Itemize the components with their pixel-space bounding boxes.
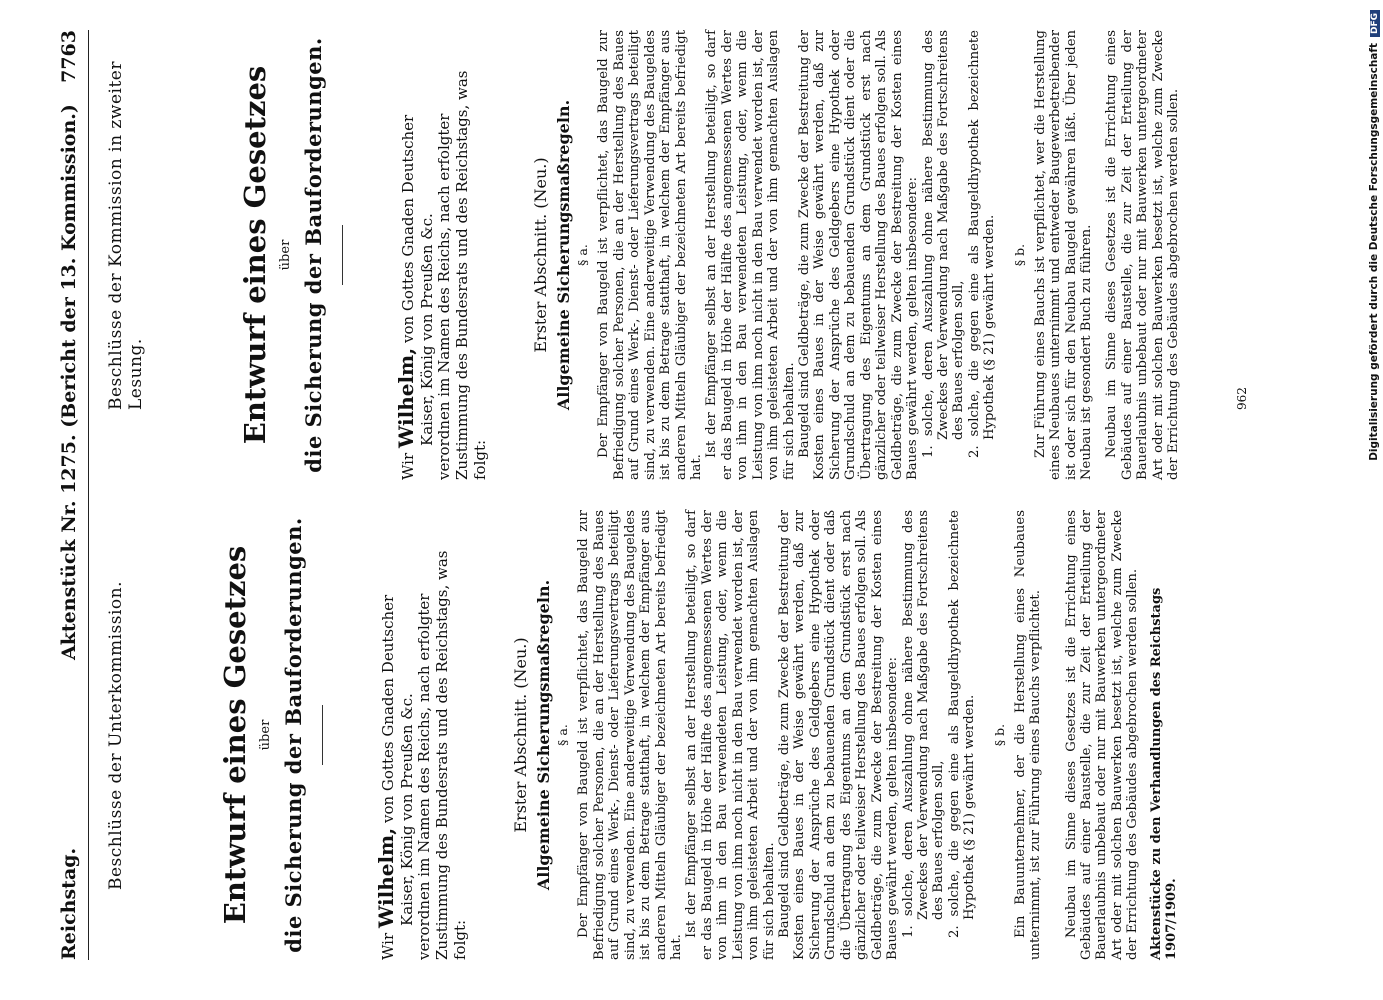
paragraph-a-text2: Ist der Empfänger selbst an der Herstellung beteiligt, so darf er das Baugeld in Höhe der Hälfte des angemessenen Wertes der von ihm in den Bau verwendeten Leistung, oder, wenn die Leistung von ihm noch nicht in den Bau verwendet worden ist, der von ihm geleisteten Arbeit und der von ihm gemachten Auslagen für sich behalten. <box>704 30 797 480</box>
dfg-sidebar-text: Digitalisierung gefördert durch die Deutsche Forschungsgemeinschaft <box>1368 43 1380 461</box>
preamble-line3: verordnen im Namen des Reichs, nach erfolgter Zustimmung des Bundesrats und des Reichstags, was folgt: <box>435 70 489 480</box>
paragraph-a-body <box>596 30 997 480</box>
list-item: 1. solche, deren Auszahlung ohne nähere Bestimmung des Zweckes der Verwendung nach Maßgabe des Fortschreitens des Baues erfolgen soll, <box>920 30 967 458</box>
paragraph-a-heading: § a. <box>555 724 571 746</box>
paragraph-b-body <box>1033 30 1182 480</box>
header-aktenstueck: Aktenstück Nr. 1275. (Bericht der 13. Kommission.) <box>58 104 80 660</box>
paragraph-b-text2: Neubau im Sinne dieses Gesetzes ist die Errichtung eines Gebäudes auf einer Baustelle, die zur Zeit der Erteilung der Bauerlaubnis unbebaut oder nur mit Bauwerken untergeordneter Art oder mit solchen Bauwerken besetzt ist, welche zum Zwecke der Errichtung des Gebäudes abgebrochen werden sollen. <box>1063 510 1141 960</box>
paragraph-b-text2: Neubau im Sinne dieses Gesetzes ist die Errichtung eines Gebäudes auf einer Baustelle, die zur Zeit der Erteilung der Bauerlaubnis unbebaut oder nur mit Bauwerken untergeordneter Art oder mit solchen Bauwerken besetzt ist, welche zum Zwecke der Errichtung des Gebäudes abgebrochen werden sollen. <box>1104 30 1182 480</box>
paragraph-a-body <box>576 510 977 960</box>
title-divider <box>322 705 323 765</box>
paragraph-b-text: Ein Bauunternehmer, der die Herstellung eines Neubaues unternimmt, ist zur Führung eines Bauchs verpflichtet. <box>1012 510 1044 960</box>
preamble-line1: von Gottes Gnaden Deutscher <box>379 594 397 824</box>
law-subject: die Sicherung der Bauforderungen. <box>281 517 306 953</box>
paragraph-a-text3: Baugeld sind Geldbeträge, die zum Zwecke der Bestreitung der Kosten eines Baues in der Weise gewährt werden, daß zur Sicherung der Ansprüche des Geldgebers eine Hypothek oder Grundschuld an dem zu bebauenden Grundstück dient oder daß die Übertragung des Eigentums an dem Grundstück erst nach gänzlicher oder teilweiser Herstellung des Baues erfolgen soll. Als Geldbeträge, die zum Zwecke der Bestreitung der Kosten eines Baues gewährt werden, gelten insbesondere: <box>777 510 901 960</box>
header-rule <box>88 30 89 960</box>
preamble-line3: verordnen im Namen des Reichs, nach erfolgter Zustimmung des Bundesrats und des Reichstags, was folgt: <box>415 550 469 960</box>
section-title: Allgemeine Sicherungsmaßregeln. <box>554 99 574 411</box>
law-title-ueber: über <box>258 719 273 751</box>
page-footer: Aktenstücke zu den Verhandlungen des Reichstags 1907/1909. <box>1148 587 1179 960</box>
list-item: 2. solche, die gegen eine als Baugeldhypothek bezeichnete Hypothek (§ 21) gewährt werden. <box>966 30 998 458</box>
dfg-sidebar <box>1368 10 1382 990</box>
paragraph-a-heading: § a. <box>575 244 591 266</box>
dfg-logo: DFG <box>1370 10 1380 37</box>
header-page-number: 7763 <box>58 30 80 83</box>
law-subject: die Sicherung der Bauforderungen. <box>301 37 326 473</box>
page-header <box>58 30 92 960</box>
section-heading: Erster Abschnitt. (Neu.) <box>511 637 531 833</box>
law-title: Entwurf eines Gesetzes <box>218 545 252 925</box>
preamble-line1: von Gottes Gnaden Deutscher <box>399 114 417 344</box>
column-subheading: Beschlüsse der Unterkommission. <box>106 581 126 890</box>
section-heading: Erster Abschnitt. (Neu.) <box>531 157 551 353</box>
column-zweite-lesung <box>100 30 1182 480</box>
law-title: Entwurf eines Gesetzes <box>238 65 272 445</box>
preamble-line2: Kaiser, König von Preußen &c. <box>417 213 436 446</box>
paragraph-b-body <box>1013 510 1141 960</box>
paragraph-b-heading: § b. <box>1011 243 1027 267</box>
title-divider <box>342 225 343 285</box>
law-title-ueber: über <box>278 239 293 271</box>
paragraph-b-heading: § b. <box>991 723 1007 747</box>
paragraph-a-text2: Ist der Empfänger selbst an der Herstellung beteiligt, so darf er das Baugeld in Höhe der Hälfte des angemessenen Wertes der von ihm in den Bau verwendeten Leistung, oder, wenn die Leistung von ihm noch nicht in den Bau verwendet worden ist, der von ihm geleisteten Arbeit und der von ihm gemachten Auslagen für sich behalten. <box>684 510 777 960</box>
header-reichstag: Reichstag. <box>58 847 80 960</box>
paragraph-a-text3: Baugeld sind Geldbeträge, die zum Zwecke der Bestreitung der Kosten eines Baues in der Weise gewährt werden, daß zur Sicherung der Ansprüche des Geldgebers eine Hypothek oder Grundschuld an dem zu bebauenden Grundstück dient oder die Übertragung des Eigentums an dem Grundstück erst nach gänzlicher oder teilweiser Herstellung des Baues erfolgen soll. Als Geldbeträge, die zum Zwecke der Bestreitung der Kosten eines Baues gewährt werden, gelten insbesondere: <box>797 30 921 480</box>
list-item: 2. solche, die gegen eine als Baugeldhypothek bezeichnete Hypothek (§ 21) gewährt werden. <box>946 510 978 938</box>
paragraph-a-text: Der Empfänger von Baugeld ist verpflichtet, das Baugeld zur Befriedigung solcher Personen, die an der Herstellung des Baues auf Grund eines Werk-, Dienst- oder Lieferungsvertrags beteiligt sind, zu verwenden. Eine anderweitige Verwendung des Baugeldes ist bis zu dem Betrage statthaft, in welchem der Empfänger aus anderen Mitteln Gläubiger der bezeichneten Art bereits befriedigt hat. <box>576 510 684 960</box>
section-title: Allgemeine Sicherungsmaßregeln. <box>534 579 554 891</box>
column-unterkommission <box>100 510 1179 960</box>
column-subheading: Beschlüsse der Kommission in zweiter Lesung. <box>106 61 146 410</box>
preamble: Wir Wilhelm, von Gottes Gnaden Deutscher Kaiser, König von Preußen &c. verordnen im Namen des Reichs, nach erfolgter Zustimmung des Bundesrats und des Reichstags, was folgt: <box>375 510 469 960</box>
page-mark: 962 <box>1235 387 1249 410</box>
preamble: Wir Wilhelm, von Gottes Gnaden Deutscher Kaiser, König von Preußen &c. verordnen im Namen des Reichs, nach erfolgter Zustimmung des Bundesrats und des Reichstags, was folgt: <box>395 30 489 480</box>
paragraph-a-text: Der Empfänger von Baugeld ist verpflichtet, das Baugeld zur Befriedigung solcher Personen, die an der Herstellung des Baues auf Grund eines Werk-, Dienst- oder Lieferungsvertrags beteiligt sind, zu verwenden. Eine anderweitige Verwendung des Baugeldes ist bis zu dem Betrage statthaft, in welchem der Empfänger aus anderen Mitteln Gläubiger der bezeichneten Art bereits befriedigt hat. <box>596 30 704 480</box>
preamble-name: Wilhelm, <box>394 347 418 449</box>
preamble-line2: Kaiser, König von Preußen &c. <box>397 693 416 926</box>
preamble-name: Wilhelm, <box>374 827 398 929</box>
paragraph-b-text: Zur Führung eines Bauchs ist verpflichtet, wer die Herstellung eines Neubaues unternimmt und entweder Baugewerbetreibender ist oder sich für den Neubau Baugeld gewähren läßt. Über jeden Neubau ist gesondert Buch zu führen. <box>1032 30 1095 480</box>
list-item: 1. solche, deren Auszahlung ohne nähere Bestimmung des Zweckes der Verwendung nach Maßgabe des Fortschreitens des Baues erfolgen soll, <box>900 510 947 938</box>
